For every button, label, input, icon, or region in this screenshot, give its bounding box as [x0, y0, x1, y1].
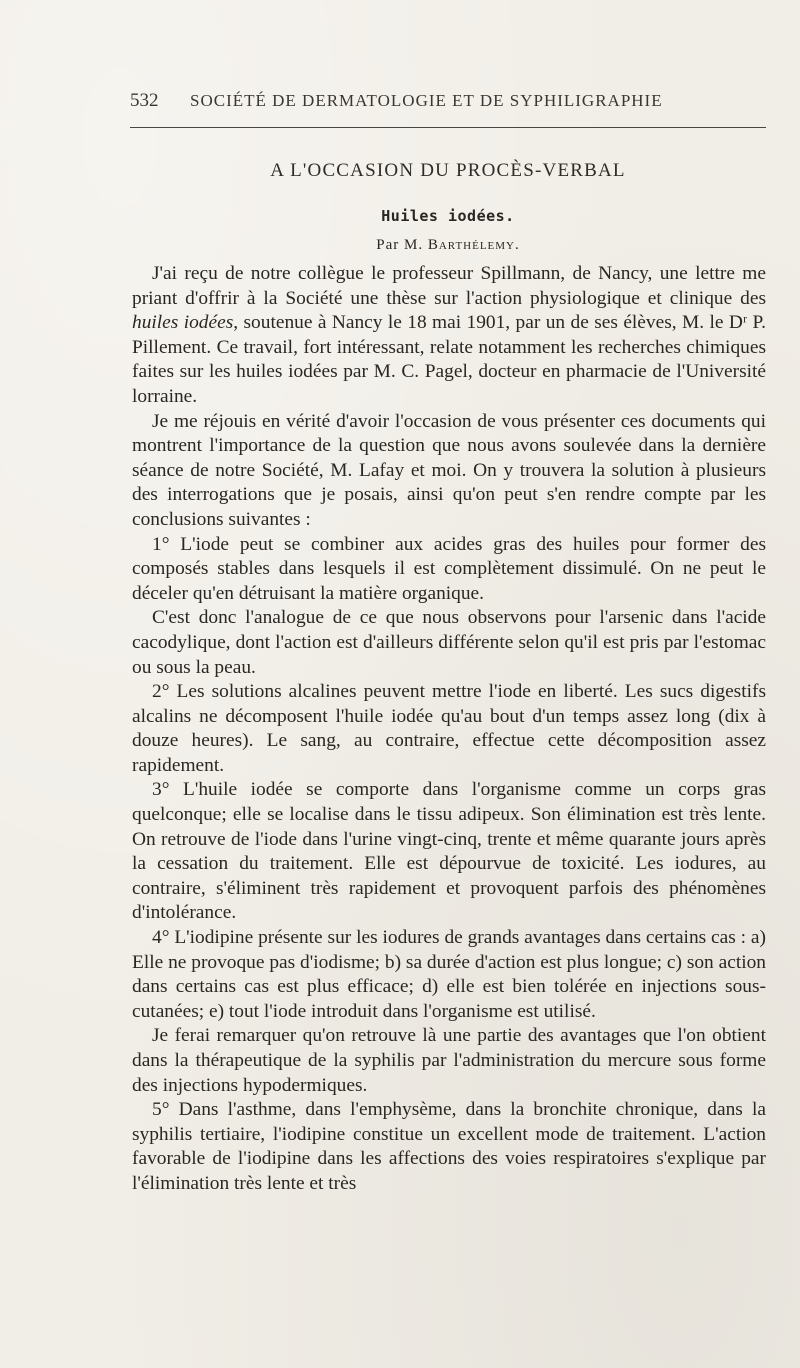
body-text [132, 262, 766, 1197]
byline-author: Barthélemy. [427, 237, 520, 253]
byline [130, 237, 766, 254]
paragraph-text: 4° L'iodipine présente sur les iodures de grands avantages dans certains cas : a) Elle ne provoque pas d'iodisme; b) sa durée d'action est plus longue; c) son action dans certains cas est plus efficace; d) elle est bien tolérée en injections sous-cutanées; e) tout l'iode introduit dans l'organisme est utilisé. [132, 927, 766, 1022]
paragraph-text: C'est donc l'analogue de ce que nous observons pour l'arsenic dans l'acide cacodylique, dont l'action est d'ailleurs différente selon qu'il est pris par l'estomac ou sous la peau. [132, 607, 766, 678]
paragraph [132, 410, 766, 533]
paragraph-text: Je me réjouis en vérité d'avoir l'occasion de vous présenter ces documents qui montrent l'importance de la question que nous avons soulevée dans la dernière séance de notre Société, M. Lafay et moi. On y trouvera la solution à plusieurs des interrogations que je posais, ainsi qu'on peut s'en rendre compte par les conclusions suivantes : [132, 410, 766, 530]
paragraph-text: 2° Les solutions alcalines peuvent mettre l'iode en liberté. Les sucs digestifs alcalins ne décomposent l'huile iodée qu'au bout d'un temps assez long (dix à douze heures). Le sang, au contraire, effectue cette décomposition assez rapidement. [132, 681, 766, 776]
paragraph [132, 680, 766, 778]
paragraph [132, 926, 766, 1024]
paragraph [132, 1024, 766, 1098]
paragraph-text: J'ai reçu de notre collègue le professeur Spillmann, de Nancy, une lettre me priant d'offrir à la Société une thèse sur l'action physiologique et clinique des [132, 263, 766, 309]
article-subtitle: Huiles iodées. [381, 207, 515, 225]
running-head: SOCIÉTÉ DE DERMATOLOGIE ET DE SYPHILIGRAPHIE [190, 91, 663, 110]
paragraph-text: 3° L'huile iodée se comporte dans l'organisme comme un corps gras quelconque; elle se localise dans le tissu adipeux. Son élimination est très lente. On retrouve de l'iode dans l'urine vingt-cinq, trente et même quarante jours après la cessation du traitement. Elle est dépourvue de toxicité. Les iodures, au contraire, s'éliminent très rapidement et provoquent parfois des phénomènes d'intolérance. [132, 779, 766, 924]
paragraph [132, 778, 766, 926]
paragraph-text: 1° L'iode peut se combiner aux acides gras des huiles pour former des composés stables dans lesquels il est complètement dissimulé. On ne peut le déceler qu'en détruisant la matière organique. [132, 533, 766, 604]
byline-prefix: Par M. [376, 237, 424, 253]
header-rule [130, 127, 766, 128]
page-number: 532 [130, 90, 159, 111]
paragraph-text: 5° Dans l'asthme, dans l'emphysème, dans la bronchite chronique, dans la syphilis tertiaire, l'iodipine constitue un excellent mode de traitement. L'action favorable de l'iodipine dans les affections des voies respiratoires s'explique par l'élimination très lente et très [132, 1099, 766, 1194]
paragraph [132, 533, 766, 607]
paragraph-text: , soutenue à Nancy le 18 mai 1901, par un de ses élèves, M. le Dʳ P. Pillement. Ce travail, fort intéressant, relate notamment les recherches chimiques faites sur les huiles iodées par M. C. Pagel, docteur en pharmacie de l'Université lorraine. [132, 312, 767, 407]
paragraph-text: Je ferai remarquer qu'on retrouve là une partie des avantages que l'on obtient dans la thérapeutique de la syphilis par l'administration du mercure sous forme des injections hypodermiques. [132, 1025, 766, 1096]
paragraph [132, 262, 766, 410]
section-title: A L'OCCASION DU PROCÈS-VERBAL [270, 160, 626, 181]
paragraph-emphasis: huiles iodées [132, 312, 234, 334]
paragraph [132, 1098, 766, 1196]
paragraph [132, 606, 766, 680]
page-header [130, 90, 766, 112]
